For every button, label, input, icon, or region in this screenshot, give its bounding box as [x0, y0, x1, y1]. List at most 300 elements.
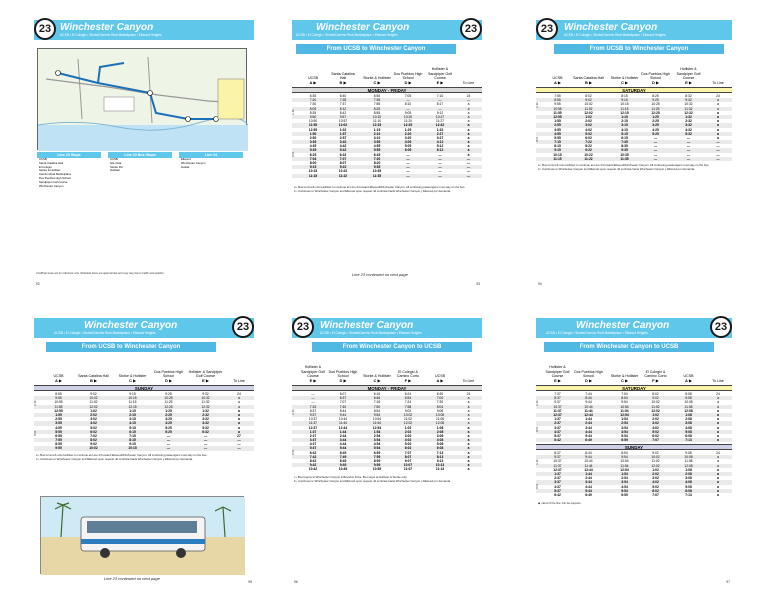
column-header-marker: C ▶	[373, 79, 381, 85]
table-cell: 3:32	[685, 123, 692, 128]
table-cell: 3:37	[554, 425, 561, 430]
column-headers	[292, 355, 482, 383]
table-cell: —	[438, 161, 442, 165]
table-cell: 7:55	[554, 94, 561, 98]
table-cell: 9:42	[309, 463, 317, 468]
table-cell: a	[467, 123, 470, 128]
table-cell: 5:37	[554, 433, 561, 438]
table-cell: 8:44	[339, 408, 347, 413]
column-header-label: El Colegio & Camino Corto	[396, 369, 420, 379]
table-cell: 9:57	[339, 114, 347, 119]
table-cell: 8:49	[339, 459, 347, 463]
table-cell: 5:15	[129, 425, 136, 430]
table-cell: 12:44	[338, 425, 348, 430]
table-cell: 8:37	[554, 451, 561, 455]
table-cell: 8:02	[585, 94, 592, 98]
table-cell: 7:22	[585, 140, 592, 145]
legend-line23-stops	[37, 152, 101, 188]
table-cell: a	[717, 396, 719, 401]
column-header-marker: A ▶	[55, 377, 62, 383]
column-header	[609, 76, 640, 85]
am-label: A.M.	[291, 408, 295, 415]
table-cell: 9:02	[652, 396, 659, 401]
table-cell: 27	[237, 433, 241, 438]
table-cell: 12:02	[403, 421, 413, 426]
footnote-c: c • Bus begins at Winchester Canyon & Brandon Drive. Bus stops at Hollister & Storke only.	[294, 475, 408, 479]
table-cell: 8:54	[373, 408, 381, 413]
table-cell: 7:54	[621, 392, 628, 396]
table-cell: a	[717, 476, 719, 481]
footnotes	[294, 476, 478, 483]
column-header	[41, 374, 76, 383]
table-cell: 2:15	[129, 412, 136, 417]
column-header	[708, 81, 728, 85]
table-cell: 3:55	[554, 127, 561, 132]
direction-header: From UCSB to Winchester Canyon	[296, 44, 456, 54]
pm-label: P.M.	[291, 448, 295, 455]
table-cell: 9:22	[585, 148, 592, 153]
table-cell: 7:07	[339, 400, 347, 405]
column-header	[298, 76, 328, 85]
table-cell: 1:44	[585, 417, 592, 422]
table-cell: 8:25	[373, 106, 381, 111]
table-cell: 9:05	[404, 110, 412, 115]
table-cell: —	[311, 400, 315, 405]
table-cell: 5:54	[621, 488, 628, 493]
column-headers	[536, 57, 732, 85]
table-cell: 10:15	[128, 396, 137, 401]
column-header	[673, 374, 704, 383]
table-cell: 6:49	[585, 438, 592, 443]
column-header-marker: D ▶	[339, 377, 347, 383]
table-cell: 1:32	[685, 114, 692, 119]
column-header-marker: E ▶	[554, 377, 561, 383]
column-header-label: Storke & Hollister	[610, 374, 639, 379]
table-cell: 7:35	[621, 140, 628, 145]
table-cell: 4:37	[309, 442, 317, 447]
table-cell: 12:32	[684, 110, 693, 115]
table-cell: 12:08	[684, 408, 693, 413]
table-cell: 5:05	[404, 144, 412, 149]
table-cell: 8:02	[90, 438, 97, 443]
column-headers	[536, 355, 732, 383]
legend-item: Winchester Canyon	[39, 183, 64, 188]
table-cell: 12:15	[128, 404, 137, 409]
table-cell: 8:15	[129, 438, 136, 443]
column-header-marker: A ▶	[685, 377, 692, 383]
table-cell: 6:07	[339, 392, 347, 396]
column-header-marker: F ▶	[652, 377, 659, 383]
table-cell: 9:49	[339, 463, 347, 468]
table-cell: a	[717, 480, 719, 485]
table-cell: —	[237, 442, 241, 447]
table-cell: 1:44	[339, 429, 347, 434]
table-cell: —	[438, 152, 442, 157]
legend-line23-bus-stops	[108, 152, 172, 173]
column-header	[362, 374, 392, 383]
table-cell: 8:12	[339, 106, 347, 111]
column-header	[425, 67, 455, 85]
table-cell: —	[406, 169, 410, 174]
route-map-drawing	[38, 49, 248, 151]
table-cell: 8:07	[339, 161, 347, 165]
table-cell: 1:25	[404, 127, 412, 132]
page-number: 93	[476, 282, 480, 286]
column-header-label: Storke & Hollister	[363, 76, 391, 81]
table-cell: —	[716, 148, 720, 153]
table-cell: —	[237, 446, 241, 451]
table-cell: 11:44	[584, 408, 593, 413]
table-cell: 10:08	[684, 400, 693, 405]
table-cell: 3:27	[436, 135, 444, 140]
table-cell: 10:15	[620, 102, 629, 107]
column-header-marker: A ▶	[436, 377, 444, 383]
route-banner	[536, 20, 732, 40]
table-cell: 5:54	[373, 446, 381, 451]
pm-label: P.M.	[33, 430, 37, 436]
table-cell: —	[166, 433, 171, 438]
table-cell: 7:37	[339, 102, 347, 107]
table-cell: 9:37	[554, 400, 561, 405]
table-cell: 9:02	[585, 98, 592, 103]
table-cell: 10:02	[651, 455, 660, 460]
column-header-label: Dos Pueblos High School	[328, 369, 358, 379]
table-cell: 10:02	[403, 412, 413, 417]
table-cell: —	[311, 392, 315, 396]
table-cell: 4:12	[436, 140, 444, 145]
table-cell: 10:32	[201, 396, 210, 401]
table-cell: —	[466, 173, 471, 178]
column-header	[76, 374, 111, 383]
table-cell: 7:07	[652, 492, 659, 497]
table-cell: 7:58	[404, 404, 412, 409]
table-cell: —	[406, 106, 410, 111]
table-cell: 4:55	[55, 425, 62, 430]
table-cell: 10:49	[338, 467, 348, 472]
table-cell: 3:54	[621, 425, 628, 430]
table-cell: 10:02	[89, 446, 98, 451]
table-cell: 3:44	[585, 425, 592, 430]
table-cell: 4:44	[339, 442, 347, 447]
table-cell: 11:25	[651, 106, 660, 111]
table-cell: —	[653, 148, 658, 153]
table-cell: 8:55	[554, 98, 561, 103]
page-weekday-outbound	[292, 20, 482, 290]
table-cell: —	[686, 135, 691, 140]
table-cell: a	[717, 135, 719, 140]
day-band-saturday: SATURDAY	[536, 385, 732, 391]
table-cell: 2:02	[585, 119, 592, 124]
table-cell: —	[311, 396, 315, 401]
table-cell: 2:54	[621, 421, 628, 426]
route-name: Winchester Canyon	[60, 22, 154, 33]
table-cell: 1:37	[554, 417, 561, 422]
table-cell: 1:37	[554, 471, 561, 476]
table-cell: 9:07	[404, 459, 412, 463]
table-cell: 8:44	[585, 396, 592, 401]
table-cell: 10:44	[584, 404, 593, 409]
table-cell: a	[238, 408, 240, 413]
continued-note: Line 23 continued on next page	[352, 272, 408, 277]
table-cell: a	[717, 102, 719, 107]
table-cell: a	[467, 106, 470, 111]
table-cell: 9:15	[309, 165, 317, 170]
table-cell: 9:08	[436, 408, 444, 413]
table-cell: 11:35	[620, 156, 629, 161]
table-cell: a	[467, 429, 470, 434]
table-cell: 1:54	[621, 471, 628, 476]
table-cell: 2:27	[436, 131, 444, 136]
table-cell: 5:35	[309, 148, 317, 153]
table-cell: 5:02	[404, 442, 412, 447]
table-cell: 4:08	[685, 480, 692, 485]
column-header-label: Hollister & Sandpiper Golf Course	[188, 369, 223, 379]
table-cell: a	[717, 471, 719, 476]
table-cell: 3:08	[685, 476, 692, 481]
table-cell: 2:02	[90, 412, 97, 417]
table-cell: 4:02	[404, 438, 412, 443]
table-cell: 6:15	[129, 429, 136, 434]
table-cell: 6:59	[621, 438, 628, 443]
bus-drawing	[41, 497, 245, 575]
table-cell: 6:37	[339, 396, 347, 401]
footnote-b: b • Continues to Winchester Canyon and Ellwood upon request. El continúa hacia Winchester Canyon y Ellwood por demanda.	[294, 188, 451, 193]
table-cell: 8:44	[585, 451, 592, 455]
table-cell: 3:54	[373, 438, 381, 443]
table-cell: 4:02	[585, 127, 592, 132]
table-cell: 11:35	[372, 173, 382, 178]
table-cell: a	[467, 463, 470, 468]
table-cell: 12:54	[620, 412, 629, 417]
table-cell: 8:37	[309, 408, 317, 413]
table-cell: 6:46	[373, 396, 381, 401]
day-band-sunday: SUNDAY	[536, 444, 732, 450]
table-cell: 7:16	[373, 400, 381, 405]
column-header-label: Santa Catalina Hall	[78, 374, 109, 379]
footnote-a: a • Bus turns left onto Hollister to continue as Line 24 toward Ellwood/Winchester Canyon. All continuing passengers must stay on the bus.	[36, 453, 208, 457]
table-row	[536, 493, 732, 497]
table-cell: 8:55	[55, 392, 62, 396]
table-cell: 12:15	[372, 123, 382, 128]
table-cell: 3:02	[652, 476, 659, 481]
column-header-marker: F ▶	[404, 377, 412, 383]
column-header	[708, 379, 728, 383]
table-cell: —	[466, 169, 471, 174]
table-cell: a	[467, 400, 470, 405]
table-cell: 9:02	[90, 392, 97, 396]
table-cell: 6:35	[309, 94, 317, 98]
column-header-marker: E ▶	[309, 377, 317, 383]
table-cell: 1:32	[436, 127, 444, 132]
table-cell: 4:15	[621, 127, 628, 132]
legend-item: UCSB	[110, 157, 118, 161]
table-cell: 4:44	[585, 484, 592, 489]
table-cell: 10:22	[584, 152, 593, 157]
table-cell: 8:35	[621, 144, 628, 149]
table-cell: 10:02	[584, 102, 593, 107]
table-cell: 24	[237, 392, 241, 396]
table-cell: 10:54	[620, 459, 629, 464]
table-cell: —	[438, 106, 442, 111]
table-cell: 2:15	[621, 119, 628, 124]
column-header-label: Hollister & Sandpiper Golf Course	[428, 67, 452, 81]
table-cell: 6:24	[404, 392, 412, 396]
table-cell: 1:55	[55, 412, 62, 417]
column-header-marker: A ▶	[554, 79, 561, 85]
table-cell: 11:02	[651, 459, 660, 464]
legend-item: Hollister	[110, 168, 121, 173]
table-cell: 11:55	[54, 404, 63, 409]
table-cell: 6:55	[373, 94, 381, 98]
table-cell: 3:08	[685, 421, 692, 426]
table-cell: 2:25	[652, 119, 659, 124]
table-cell: 1:25	[652, 114, 659, 119]
table-cell: 8:54	[621, 451, 628, 455]
table-cell: 2:50	[309, 135, 317, 140]
legend-item: Camino Real Marketplace	[39, 172, 72, 177]
table-cell: 2:08	[685, 471, 692, 476]
column-header	[573, 76, 604, 85]
table-cell: 5:44	[585, 488, 592, 493]
table-cell: 10:37	[553, 404, 562, 409]
table-cell: 6:02	[585, 135, 592, 140]
table-cell: 7:05	[404, 94, 412, 98]
table-cell: 1:15	[373, 127, 381, 132]
table-cell: 6:02	[90, 429, 97, 434]
table-cell: 4:54	[621, 484, 628, 489]
map-disclaimer: Unofficial stops are for reference only. Schedule times are approximate and may vary due to traffic and weather.	[36, 272, 165, 275]
route-number-badge: 23	[232, 316, 254, 338]
table-cell: a	[467, 140, 470, 145]
table-cell: 6:08	[685, 488, 692, 493]
table-cell: 24	[466, 392, 471, 396]
column-header	[640, 72, 671, 85]
table-cell: 7:15	[129, 433, 136, 438]
table-cell: 8:20	[373, 161, 381, 165]
column-header-marker: D ▶	[164, 377, 173, 383]
table-cell: 6:59	[373, 450, 381, 455]
table-cell: 4:35	[309, 144, 317, 149]
day-band-sunday: SUNDAY	[34, 385, 254, 391]
table-cell: 9:32	[685, 98, 692, 103]
table-cell: 4:08	[436, 438, 444, 443]
table-cell: 7:30	[436, 400, 444, 405]
table-cell: 1:54	[373, 429, 381, 434]
table-cell: a	[238, 417, 240, 422]
table-cell: —	[203, 438, 208, 443]
table-cell: 2:02	[652, 471, 659, 476]
table-cell: 24	[716, 94, 720, 98]
table-cell: 9:32	[202, 392, 209, 396]
route-map[interactable]	[37, 48, 247, 150]
table-cell: 2:57	[339, 135, 347, 140]
pm-label: P.M.	[535, 425, 539, 432]
table-cell: 2:54	[373, 433, 381, 438]
table-cell: 4:02	[90, 421, 97, 426]
table-cell: 1:02	[339, 127, 347, 132]
table-cell: 1:08	[685, 467, 692, 472]
table-cell: —	[653, 152, 658, 157]
am-label: A.M.	[535, 400, 539, 407]
table-cell: a	[717, 119, 719, 124]
page-number: 94	[538, 282, 542, 286]
table-cell: 6:02	[652, 488, 659, 493]
column-header-label: Hollister & Sandpiper Golf Course	[676, 67, 701, 81]
route-subtitle: UCSB • El Colegio • Storke/Camino Real Marketplace • Ellwood Heights	[296, 33, 398, 37]
table-cell: 9:59	[373, 463, 381, 468]
column-header	[362, 76, 392, 85]
column-header	[459, 81, 478, 85]
table-cell: 8:17	[436, 102, 444, 107]
table-cell: 10:57	[338, 119, 348, 124]
table-cell: a	[717, 425, 719, 430]
table-cell: a	[467, 433, 470, 438]
table-cell: 9:13	[436, 459, 444, 463]
am-label: A.M.	[535, 459, 539, 466]
table-cell: 9:35	[373, 165, 381, 170]
table-cell: 1:37	[309, 429, 317, 434]
column-header-marker: D ▶	[584, 377, 593, 383]
table-cell: a	[467, 135, 470, 140]
table-cell: 9:15	[621, 98, 628, 103]
table-cell: 4:37	[554, 429, 561, 434]
pm-label: P.M.	[535, 136, 539, 142]
table-cell: 11:54	[620, 463, 629, 468]
table-cell: 9:54	[621, 400, 628, 405]
table-cell: 10:44	[338, 417, 348, 422]
table-cell: 10:37	[553, 459, 562, 464]
table-cell: —	[466, 98, 471, 103]
table-cell: 7:24	[404, 400, 412, 405]
table-cell: 9:55	[55, 446, 62, 451]
table-cell: 11:55	[308, 123, 318, 128]
legend-line24	[179, 152, 243, 169]
table-cell: a	[467, 114, 470, 119]
table-cell: 10:08	[435, 412, 445, 417]
table-cell: a	[467, 467, 470, 472]
table-cell: 11:44	[338, 421, 347, 426]
table-cell: 4:02	[652, 425, 659, 430]
table-cell: —	[438, 165, 442, 170]
table-cell: 8:05	[309, 106, 317, 111]
table-cell: a	[717, 429, 719, 434]
table-cell: 24	[716, 392, 720, 396]
table-cell: a	[467, 412, 470, 417]
table-cell: 3:37	[554, 480, 561, 485]
table-cell: 8:04	[436, 404, 444, 409]
table-cell: a	[467, 127, 470, 132]
table-cell: 12:55	[54, 408, 63, 413]
table-cell: —	[716, 156, 720, 161]
table-cell: 11:02	[403, 417, 412, 422]
table-cell: 1:32	[202, 408, 209, 413]
table-cell: 2:44	[585, 421, 592, 426]
table-cell: 5:02	[585, 131, 592, 136]
column-header-marker: A ▶	[309, 79, 317, 85]
table-cell: —	[438, 169, 442, 174]
column-header	[115, 374, 150, 383]
table-cell: —	[166, 446, 171, 451]
table-cell: 7:07	[404, 450, 412, 455]
table-cell: 3:02	[652, 421, 659, 426]
table-cell: a	[717, 438, 719, 443]
table-cell: 3:25	[652, 123, 659, 128]
column-header-label: Dos Pueblos High School	[154, 369, 183, 379]
page-number: 97	[726, 580, 730, 584]
legend-item: Storke & Hollister	[39, 168, 61, 173]
table-cell: 3:55	[373, 140, 381, 145]
table-cell: —	[466, 161, 471, 165]
